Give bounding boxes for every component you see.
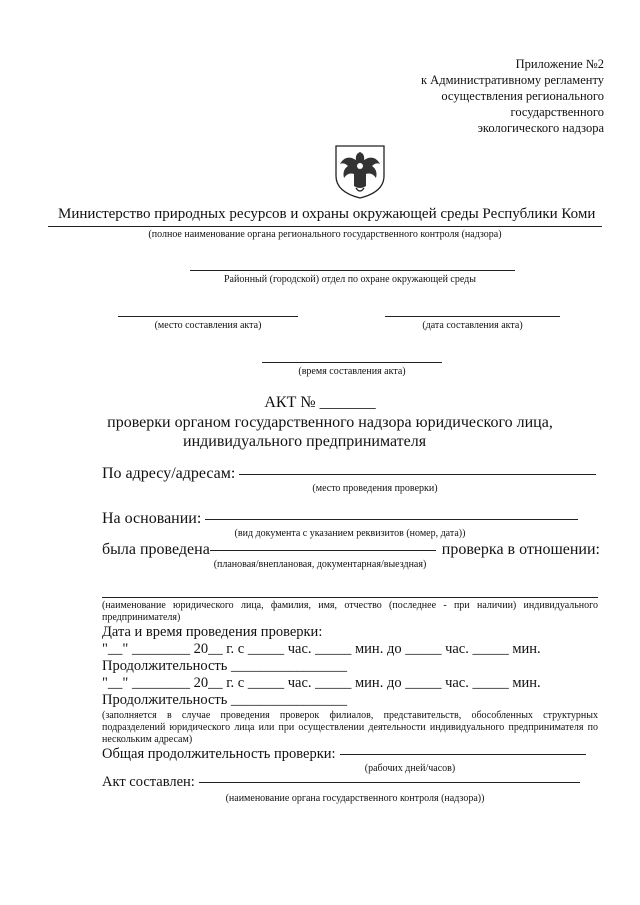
address-row (102, 465, 600, 483)
basis-row (102, 510, 582, 528)
held-label: была проведена (102, 541, 210, 558)
appendix-line: экологического надзора (477, 121, 604, 135)
compiled-note: (наименование органа государственного контроля (надзора)) (225, 793, 485, 804)
ministry-name: Министерство природных ресурсов и охраны окружающей среды Республики Коми (58, 206, 596, 222)
branches-note: (заполняется в случае проведения проверок филиалов, представительств, обособленных структурных подразделений юридического лица или при осуществлении деятельности индивидуального предпринимателя по нескольким адресам) (102, 710, 598, 745)
compiled-label: Акт составлен: (102, 774, 195, 790)
date-note: (дата составления акта) (422, 320, 523, 331)
address-label: По адресу/адресам: (102, 465, 236, 482)
duration-label-2: Продолжительность ________________ (102, 692, 348, 708)
appendix-block (304, 56, 604, 136)
duration-label-1: Продолжительность ________________ (102, 658, 348, 674)
appendix-line: государственного (510, 105, 604, 119)
held-field[interactable] (210, 550, 436, 551)
total-label: Общая продолжительность проверки: (102, 746, 336, 762)
coat-of-arms-emblem (330, 142, 390, 200)
compiled-row (102, 774, 584, 791)
basis-label: На основании: (102, 510, 202, 527)
address-field[interactable] (239, 474, 596, 475)
act-title: АКТ № _______ (264, 394, 376, 411)
basis-field[interactable] (205, 519, 578, 520)
time-row-1: "__" ________ 20__ г. с _____ час. _____ мин. до _____ час. _____ мин. (102, 641, 541, 657)
appendix-line: Приложение №2 (515, 57, 604, 71)
ministry-note: (полное наименование органа регионального государственного контроля (надзора) (148, 229, 502, 240)
date-line (385, 316, 560, 317)
act-subtitle-line-1: проверки органом государственного надзора юридического лица, (107, 414, 553, 431)
held-suffix: проверка в отношении: (441, 541, 600, 558)
time-note: (время составления акта) (298, 366, 406, 377)
department-label: Районный (городской) отдел по охране окружающей среды (224, 274, 476, 285)
time-line (262, 362, 442, 363)
total-field[interactable] (340, 754, 586, 755)
appendix-line: к Административному регламенту (420, 73, 604, 87)
compiled-field[interactable] (199, 782, 580, 783)
appendix-line: осуществления регионального (441, 89, 604, 103)
total-row (102, 746, 590, 763)
place-note: (место составления акта) (154, 320, 262, 331)
act-subtitle-line-2: индивидуального предпринимателя (183, 433, 427, 450)
entity-note: (наименование юридического лица, фамилия, имя, отчество (последнее - при наличии) индивидуального предпринимателя) (102, 600, 598, 623)
address-note: (место проведения проверки) (312, 483, 438, 494)
held-note: (плановая/внеплановая, документарная/выездная) (213, 559, 427, 570)
held-row (102, 541, 600, 559)
basis-note: (вид документа с указанием реквизитов (номер, дата)) (234, 528, 466, 539)
entity-line[interactable] (102, 597, 598, 598)
total-note: (рабочих дней/часов) (364, 763, 456, 774)
place-line (118, 316, 298, 317)
department-line (190, 270, 515, 271)
datetime-label: Дата и время проведения проверки: (102, 624, 323, 640)
ministry-underline (48, 226, 602, 227)
time-row-2: "__" ________ 20__ г. с _____ час. _____ мин. до _____ час. _____ мин. (102, 675, 541, 691)
